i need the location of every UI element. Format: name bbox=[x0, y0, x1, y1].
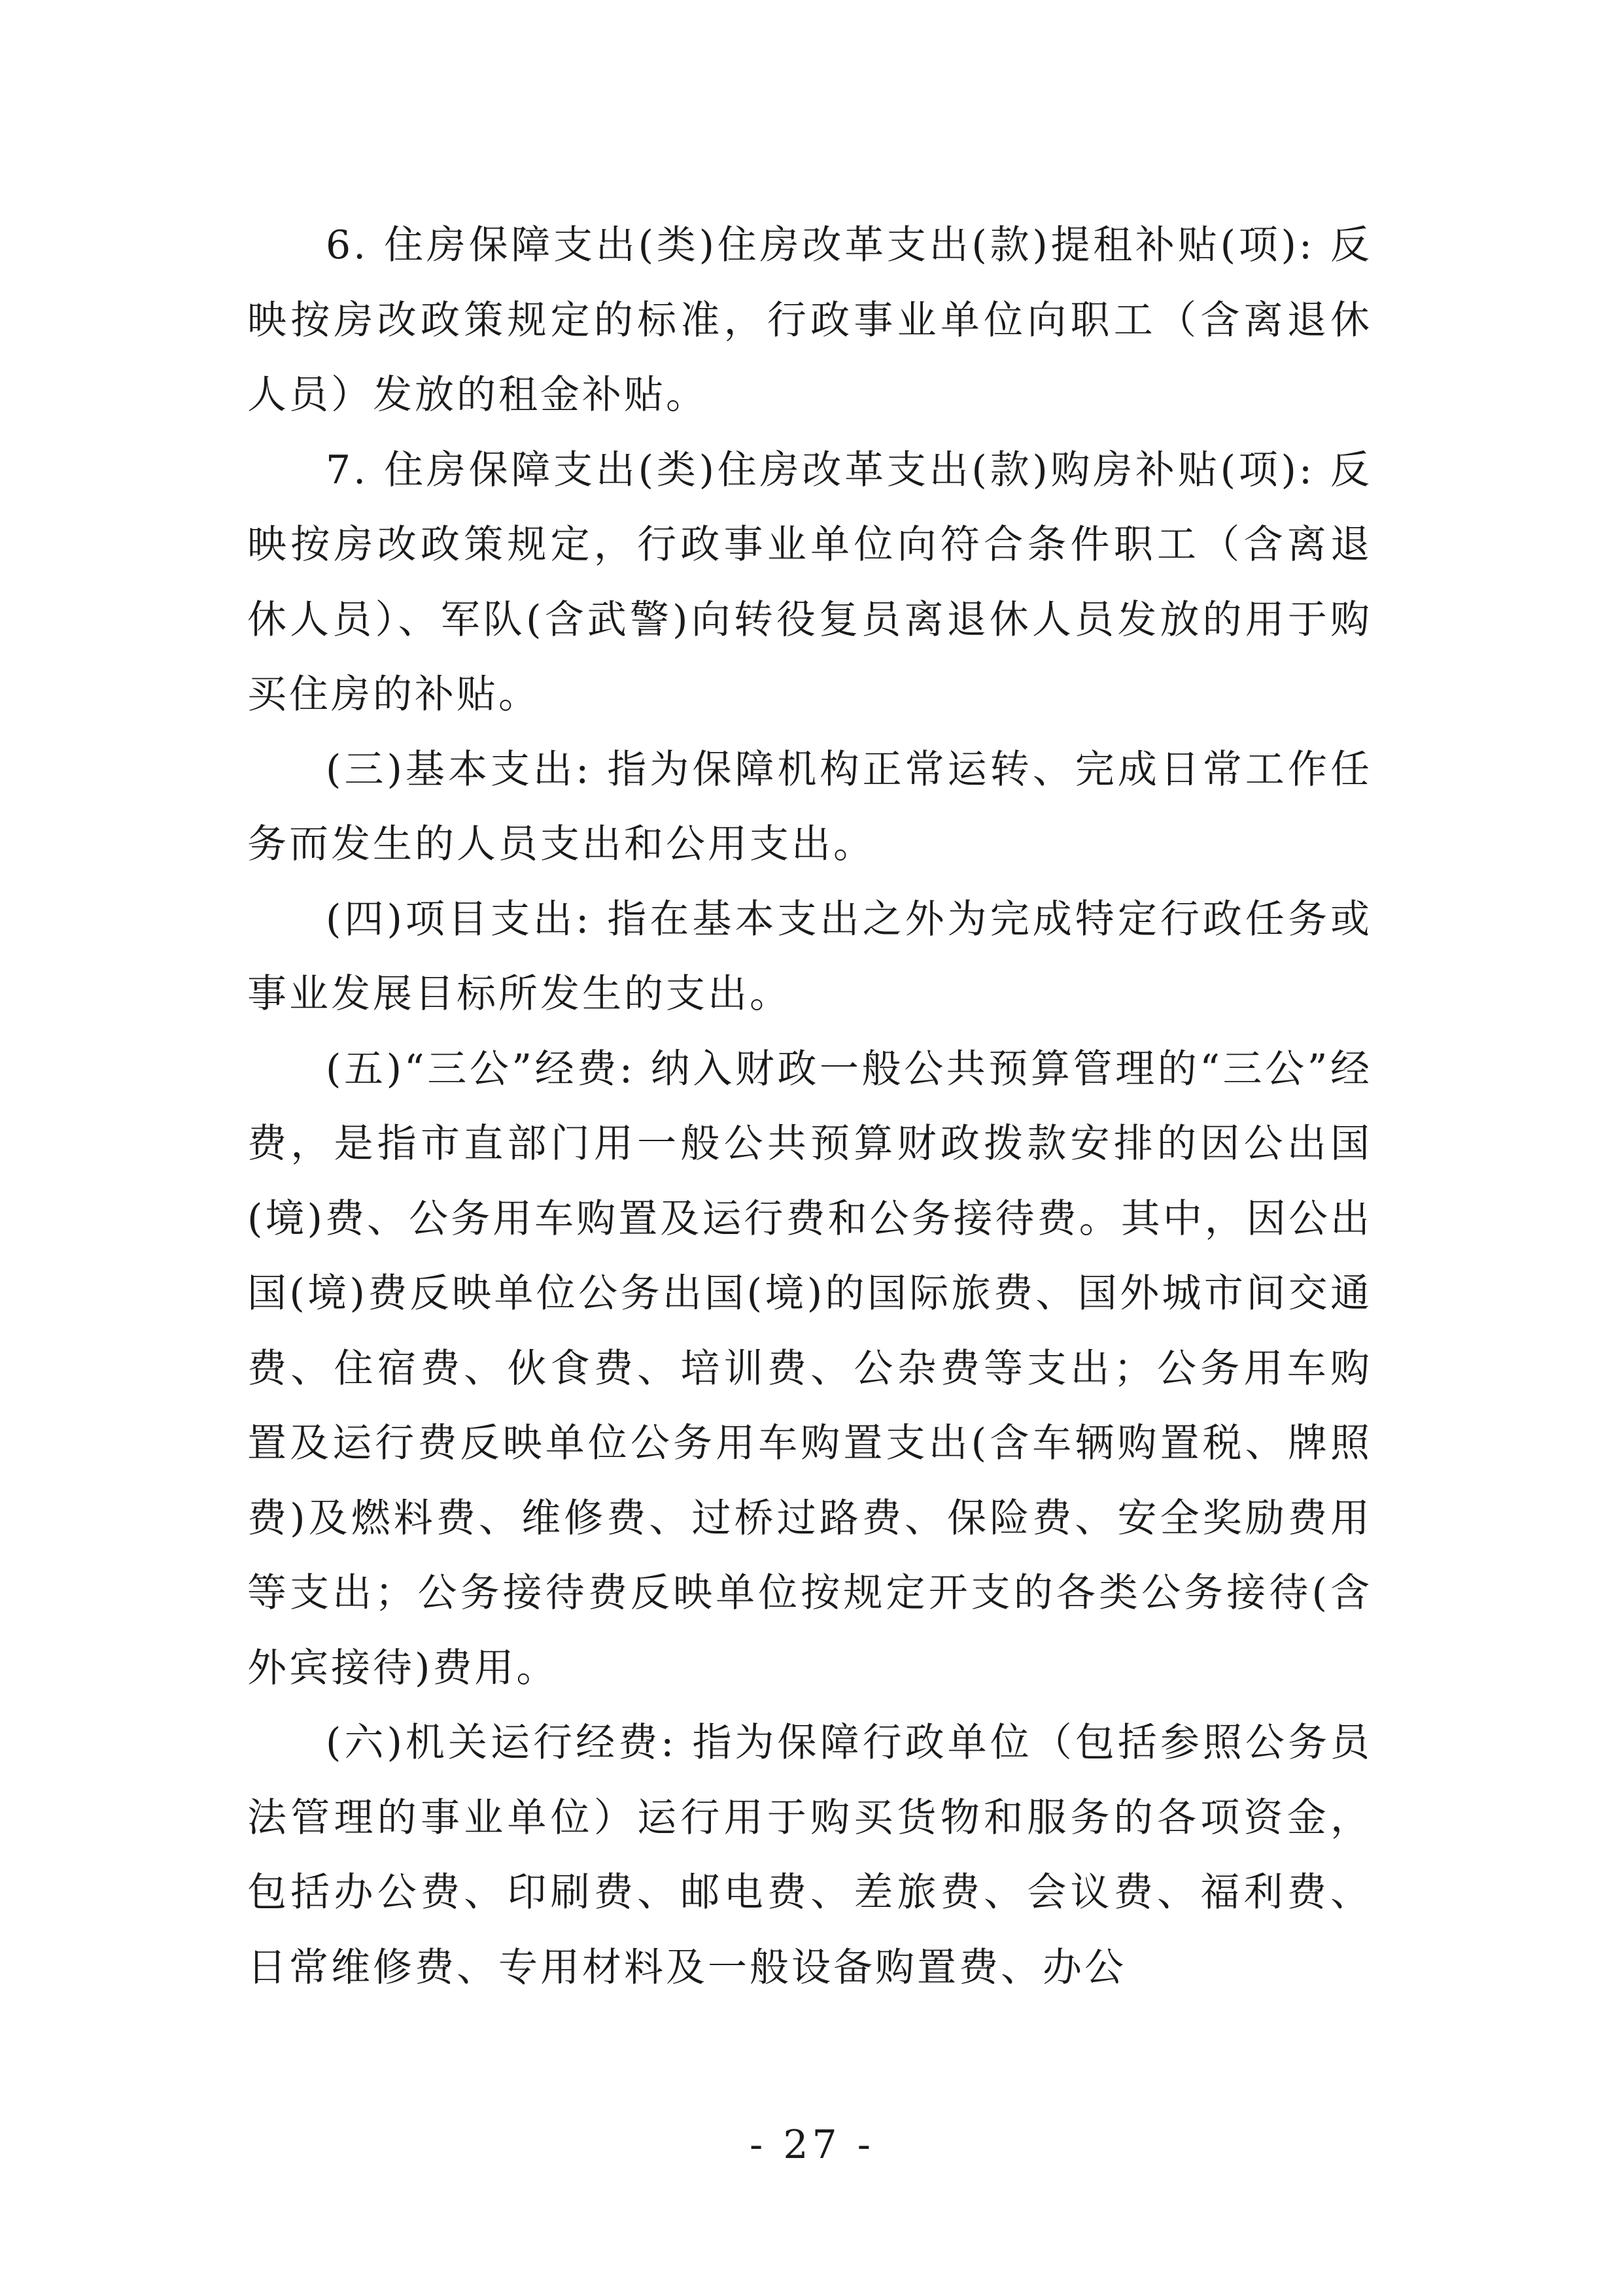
paragraph-project-expenditure: (四)项目支出: 指在基本支出之外为完成特定行政任务或事业发展目标所发生的支出。 bbox=[247, 896, 1372, 1017]
paragraph-three-public-expenses: (五)“三公”经费: 纳入财政一般公共预算管理的“三公”经费，是指市直部门用一般公共预算财政拨款安排的因公出国(境)费、公务用车购置及运行费和公务接待费。其中，因公出国(境)费反映单位公务出国(境)的国际旅费、国外城市间交通费、住宿费、伙食费、培训费、公杂费等支出；公务用车购置及运行费反映单位公务用车购置支出(含车辆购置税、牌照费)及燃料费、维修费、过桥过路费、保险费、安全奖励费用等支出；公务接待费反映单位按规定开支的各类公务接待(含外宾接待)费用。 bbox=[247, 1046, 1372, 1691]
paragraph-basic-expenditure: (三)基本支出: 指为保障机构正常运转、完成日常工作任务而发生的人员支出和公用支出。 bbox=[247, 746, 1372, 867]
page-number: - 27 - bbox=[749, 2122, 875, 2168]
paragraph-housing-purchase-subsidy: 7. 住房保障支出(类)住房改革支出(款)购房补贴(项): 反映按房改政策规定，行政事业单位向符合条件职工（含离退休人员）、军队(含武警)向转役复员离退休人员发放的用于购买住房的补贴。 bbox=[247, 447, 1372, 717]
paragraph-housing-rent-subsidy: 6. 住房保障支出(类)住房改革支出(款)提租补贴(项): 反映按房改政策规定的标准，行政事业单位向职工（含离退休人员）发放的租金补贴。 bbox=[247, 222, 1372, 418]
paragraph-agency-operating-expenses: (六)机关运行经费: 指为保障行政单位（包括参照公务员法管理的事业单位）运行用于购买货物和服务的各项资金，包括办公费、印刷费、邮电费、差旅费、会议费、福利费、日常维修费、专用材料及一般设备购置费、办公 bbox=[247, 1720, 1372, 1991]
document-body bbox=[247, 208, 1372, 2005]
